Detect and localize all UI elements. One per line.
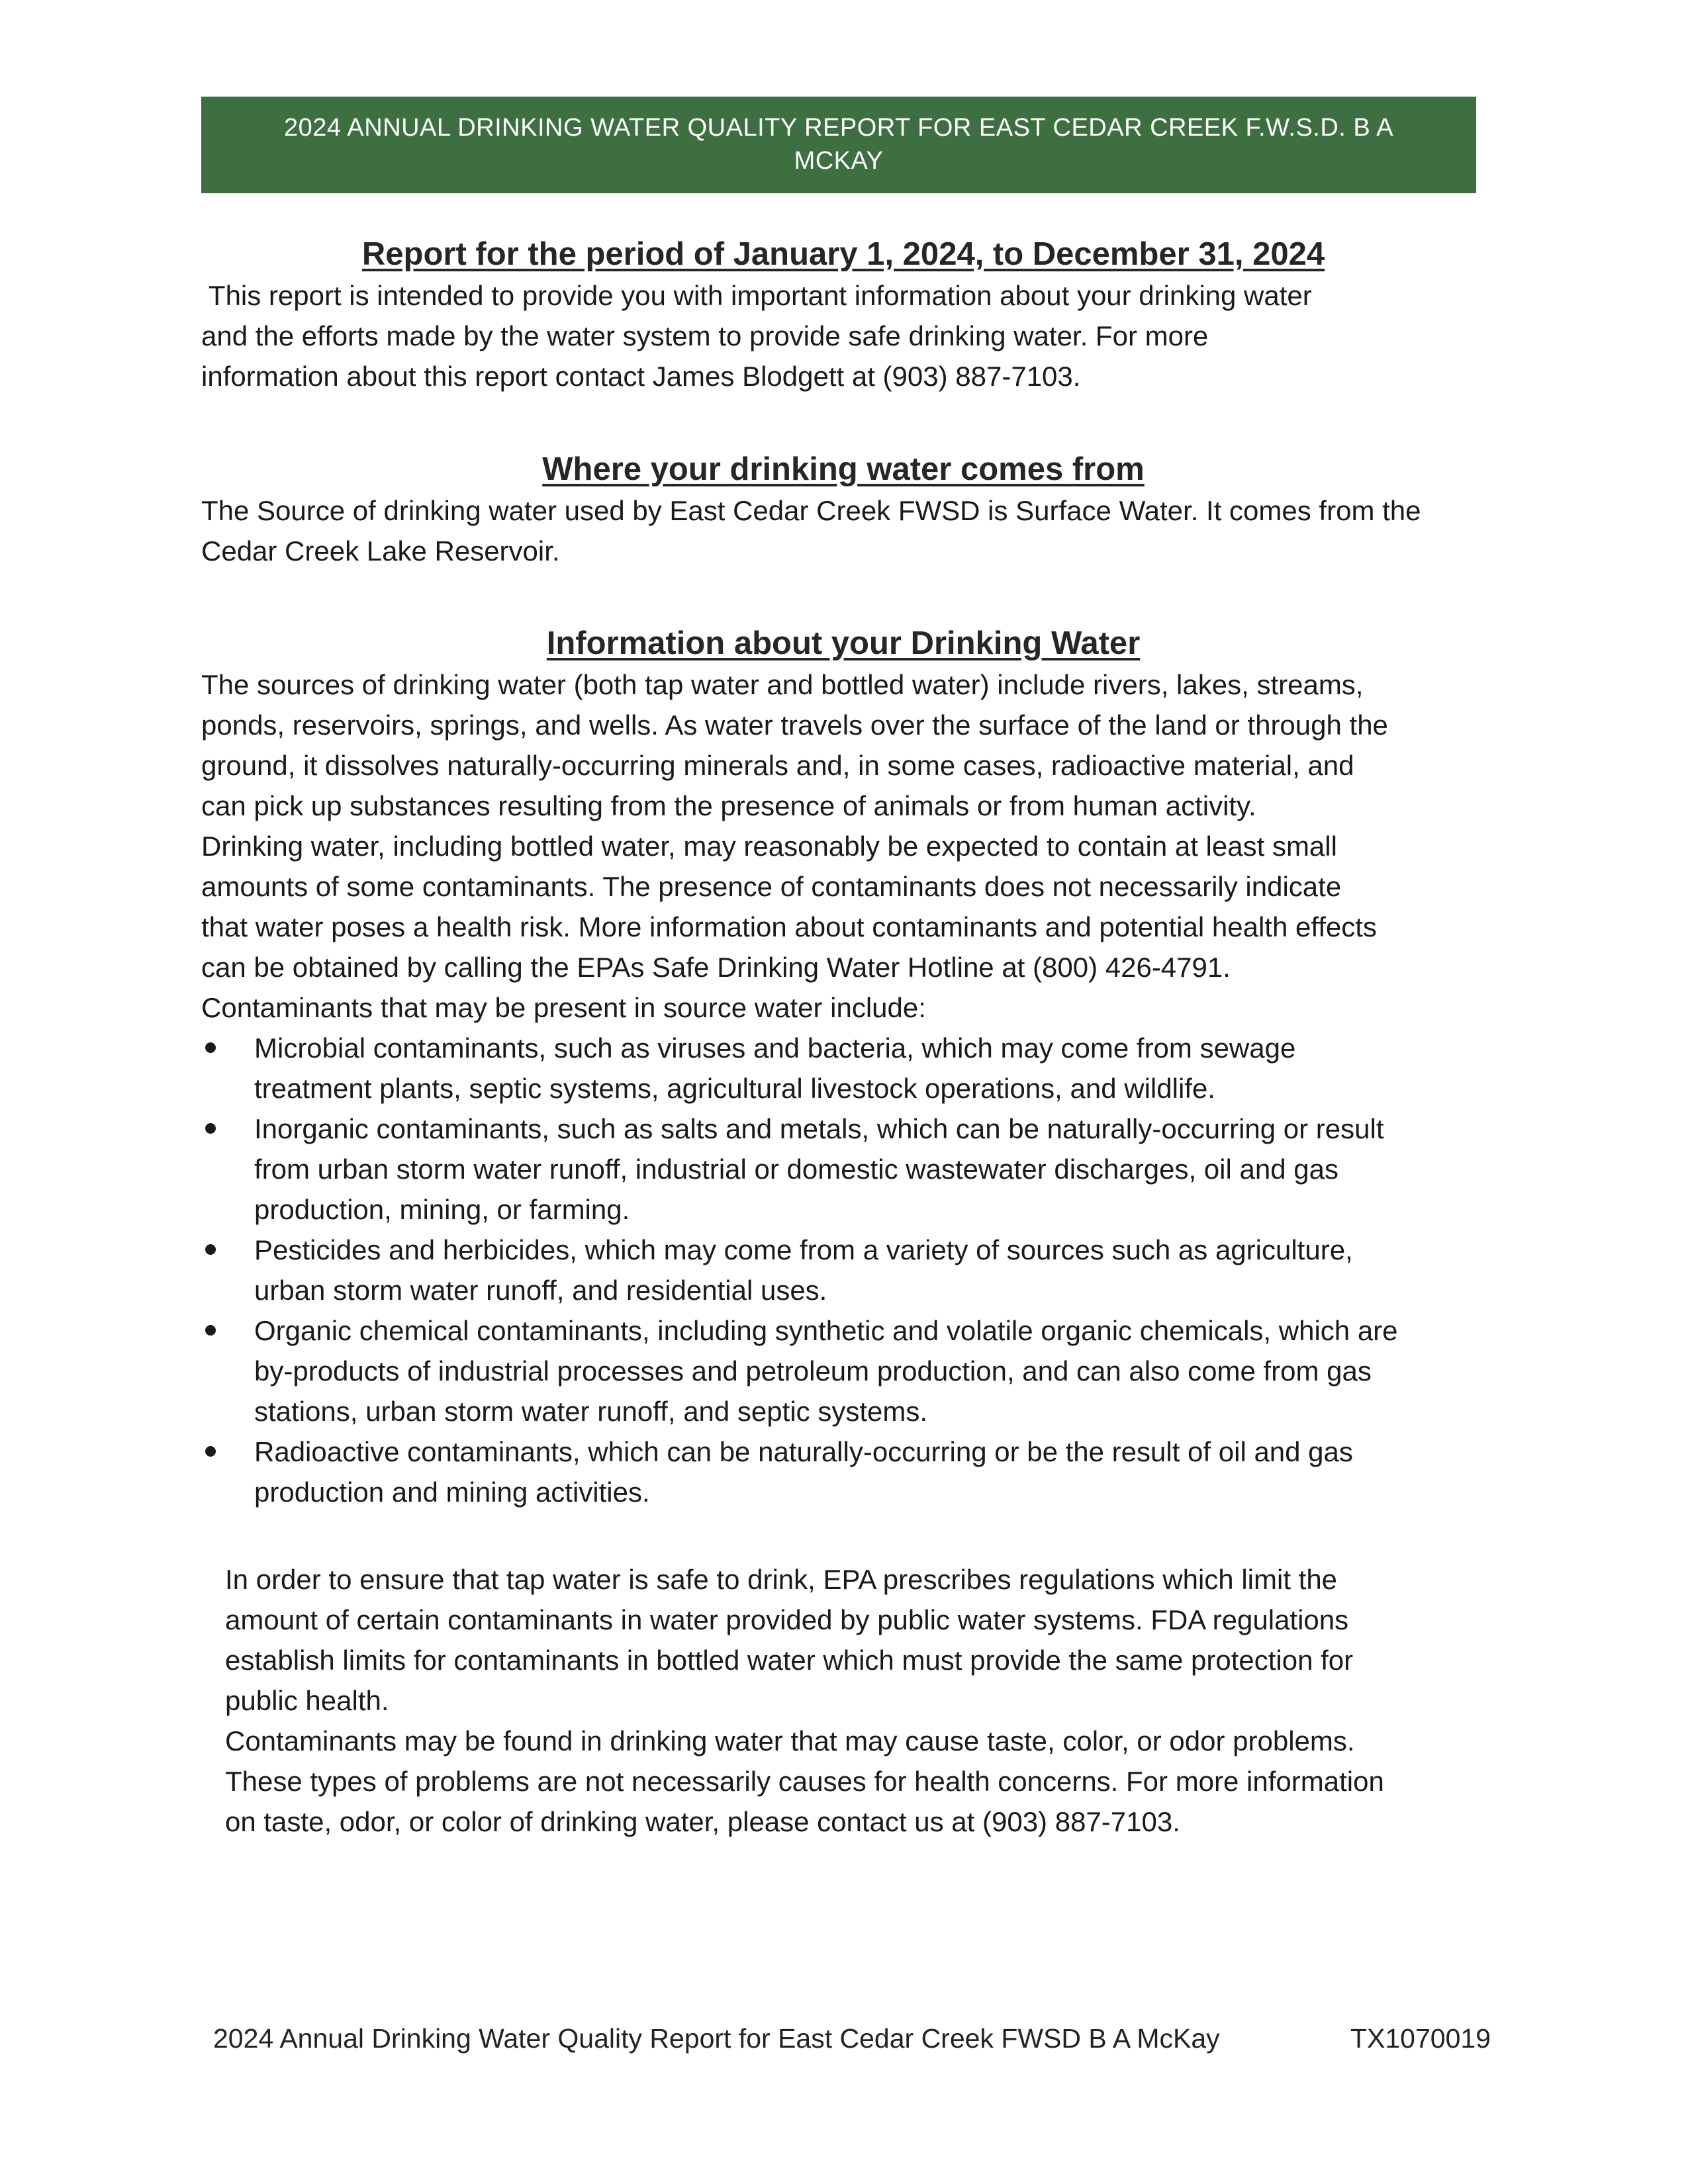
list-item <box>201 1310 1485 1432</box>
paragraph-line: ground, it dissolves naturally-occurring minerals and, in some cases, radioactive material, and <box>201 750 1354 781</box>
period-heading: Report for the period of January 1, 2024, to December 31, 2024 <box>361 236 1325 272</box>
paragraph-line: The Source of drinking water used by East Cedar Creek FWSD is Surface Water. It comes from the <box>201 495 1421 526</box>
paragraph-line: Contaminants may be found in drinking water that may cause taste, color, or odor problems. <box>225 1725 1355 1756</box>
paragraph-line: that water poses a health risk. More information about contaminants and potential health effects <box>201 911 1377 942</box>
paragraph-line: and the efforts made by the water system to provide safe drinking water. For more <box>201 320 1209 351</box>
list-item <box>201 1028 1485 1109</box>
list-item-line: Microbial contaminants, such as viruses and bacteria, which may come from sewage <box>254 1032 1296 1064</box>
paragraph-line: on taste, odor, or color of drinking water, please contact us at (903) 887-7103. <box>225 1806 1180 1837</box>
contaminant-list <box>201 1028 1485 1512</box>
footer-title: 2024 Annual Drinking Water Quality Report for East Cedar Creek FWSD B A McKay <box>213 2023 1220 2054</box>
list-item-line: stations, urban storm water runoff, and septic systems. <box>254 1396 928 1427</box>
regulations-paragraph <box>225 1559 1483 1842</box>
paragraph-line: ponds, reservoirs, springs, and wells. As water travels over the surface of the land or through the <box>201 709 1388 741</box>
paragraph-line: In order to ensure that tap water is safe to drink, EPA prescribes regulations which limit the <box>225 1564 1338 1595</box>
paragraph-line: establish limits for contaminants in bottled water which must provide the same protection for <box>225 1645 1354 1676</box>
list-item <box>201 1230 1485 1310</box>
bullet-icon <box>205 1446 216 1457</box>
info-section <box>201 622 1485 1512</box>
paragraph-line: Contaminants that may be present in source water include: <box>201 992 926 1023</box>
paragraph-line: can pick up substances resulting from the presence of animals or from human activity. <box>201 790 1256 821</box>
bullet-icon <box>205 1325 216 1336</box>
paragraph-line: Cedar Creek Lake Reservoir. <box>201 535 560 567</box>
banner-title-line-2: MCKAY <box>794 147 884 175</box>
paragraph-line: amounts of some contaminants. The presence of contaminants does not necessarily indicate <box>201 871 1342 902</box>
paragraph-line: The sources of drinking water (both tap water and bottled water) include rivers, lakes, streams, <box>201 669 1364 700</box>
period-section <box>201 233 1485 396</box>
paragraph-line: public health. <box>225 1685 389 1716</box>
list-item-line: Inorganic contaminants, such as salts and metals, which can be naturally-occurring or result <box>254 1113 1384 1144</box>
list-item-line: by-products of industrial processes and petroleum production, and can also come from gas <box>254 1355 1372 1387</box>
paragraph-line: can be obtained by calling the EPAs Safe Drinking Water Hotline at (800) 426-4791. <box>201 952 1231 983</box>
banner-title-line-1: 2024 ANNUAL DRINKING WATER QUALITY REPORT FOR EAST CEDAR CREEK F.W.S.D. B A <box>283 114 1394 142</box>
source-section <box>201 448 1485 571</box>
paragraph-line: amount of certain contaminants in water provided by public water systems. FDA regulations <box>225 1604 1349 1635</box>
regulations-section <box>225 1559 1483 1842</box>
list-item-line: urban storm water runoff, and residential uses. <box>254 1275 827 1306</box>
paragraph-line: Drinking water, including bottled water, may reasonably be expected to contain at least small <box>201 831 1337 862</box>
paragraph-line: information about this report contact James Blodgett at (903) 887-7103. <box>201 361 1081 392</box>
source-paragraph <box>201 490 1485 571</box>
paragraph-line: These types of problems are not necessarily causes for health concerns. For more information <box>225 1766 1384 1797</box>
list-item <box>201 1109 1485 1230</box>
list-item-line: treatment plants, septic systems, agricultural livestock operations, and wildlife. <box>254 1073 1215 1104</box>
list-item-line: Radioactive contaminants, which can be naturally-occurring or be the result of oil and gas <box>254 1436 1353 1467</box>
list-item-line: Pesticides and herbicides, which may come from a variety of sources such as agriculture, <box>254 1234 1353 1265</box>
source-heading: Where your drinking water comes from <box>542 451 1145 487</box>
period-paragraph <box>201 275 1485 396</box>
bullet-icon <box>205 1123 216 1134</box>
paragraph-line: This report is intended to provide you with important information about your drinking water <box>201 280 1312 311</box>
list-item-line: from urban storm water runoff, industrial or domestic wastewater discharges, oil and gas <box>254 1154 1338 1185</box>
list-item-line: production and mining activities. <box>254 1477 650 1508</box>
report-banner <box>201 97 1476 193</box>
list-item <box>201 1432 1485 1512</box>
info-heading: Information about your Drinking Water <box>546 625 1141 661</box>
info-paragraph <box>201 664 1485 1028</box>
footer-system-id: TX1070019 <box>1350 2023 1491 2054</box>
bullet-icon <box>205 1042 216 1053</box>
list-item-line: production, mining, or farming. <box>254 1194 630 1225</box>
list-item-line: Organic chemical contaminants, including synthetic and volatile organic chemicals, which are <box>254 1315 1398 1346</box>
bullet-icon <box>205 1244 216 1255</box>
